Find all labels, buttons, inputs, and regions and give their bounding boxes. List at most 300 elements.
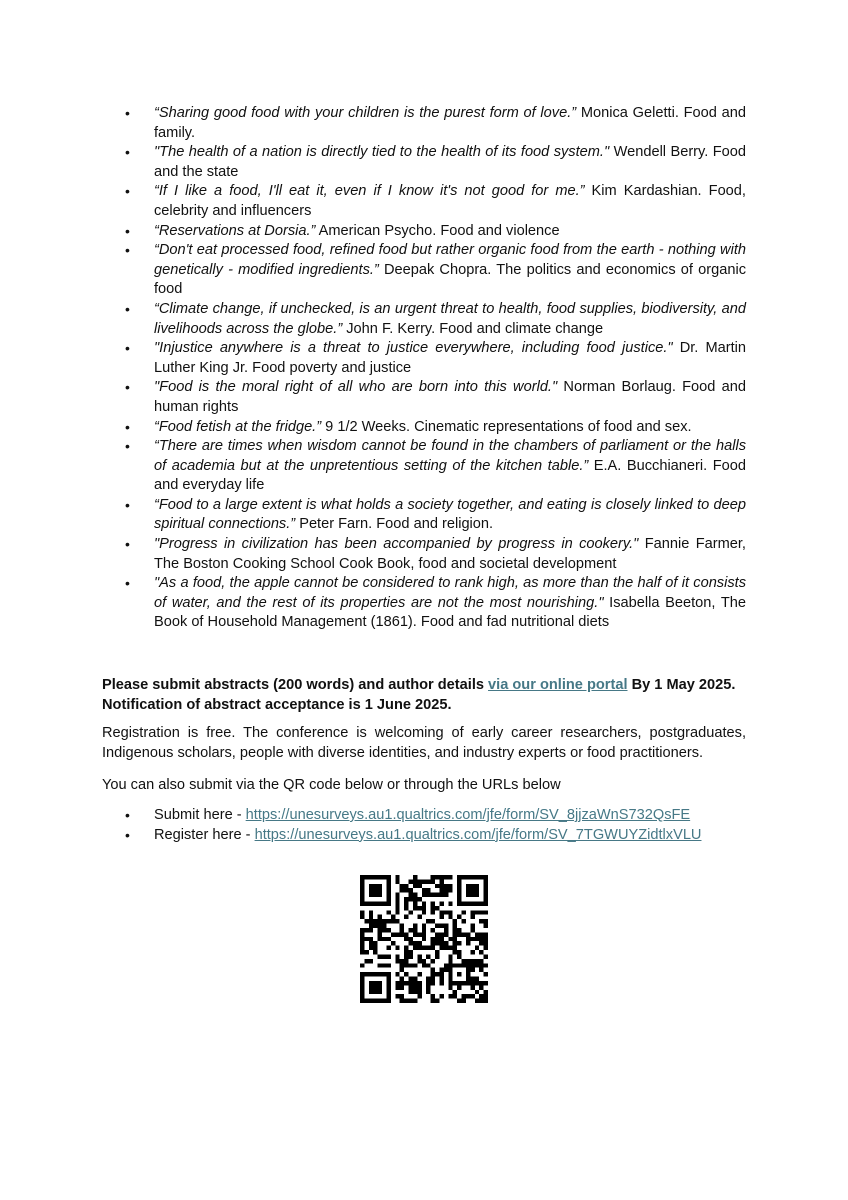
- qr-module: [466, 893, 470, 897]
- qr-module: [435, 932, 439, 936]
- qr-module: [413, 963, 417, 967]
- qr-module: [360, 963, 364, 967]
- online-portal-link[interactable]: via our online portal: [488, 677, 628, 693]
- qr-module: [386, 994, 390, 998]
- qr-module: [479, 959, 483, 963]
- qr-module: [373, 919, 377, 923]
- qr-module: [431, 946, 435, 950]
- qr-module: [378, 928, 382, 932]
- bullet-icon: •: [125, 536, 130, 553]
- qr-module: [391, 919, 395, 923]
- qr-code-icon[interactable]: [360, 875, 488, 1003]
- qr-module: [417, 954, 421, 958]
- qr-module: [413, 924, 417, 928]
- qr-module: [369, 985, 373, 989]
- qr-module: [400, 977, 404, 981]
- qr-module: [439, 884, 443, 888]
- qr-module: [386, 999, 390, 1003]
- qr-module: [466, 937, 470, 941]
- qr-module: [448, 915, 452, 919]
- bullet-icon: •: [125, 807, 130, 823]
- qr-module: [453, 950, 457, 954]
- qr-module: [400, 932, 404, 936]
- qr-module: [439, 910, 443, 914]
- qr-module: [404, 897, 408, 901]
- qr-module: [431, 875, 435, 879]
- quote-text: “Sharing good food with your children is the purest form of love.”: [154, 105, 577, 121]
- list-item: [102, 339, 746, 378]
- qr-module: [453, 946, 457, 950]
- qr-module: [453, 937, 457, 941]
- bullet-icon: •: [125, 105, 130, 121]
- qr-module: [479, 932, 483, 936]
- qr-module: [466, 981, 470, 985]
- qr-module: [457, 985, 461, 989]
- qr-module: [404, 884, 408, 888]
- qr-module: [369, 972, 373, 976]
- qr-module: [444, 968, 448, 972]
- bullet-icon: •: [125, 183, 130, 200]
- qr-module: [479, 968, 483, 972]
- qr-module: [466, 875, 470, 879]
- qr-module: [404, 950, 408, 954]
- quote-text: “Don't eat processed food, refined food but rather organic food from the earth - nothing with genetically - modified ingredients.”: [154, 242, 746, 278]
- quote-source: Dr. Martin Luther King Jr. Food poverty and justice: [154, 340, 746, 376]
- qr-module: [475, 990, 479, 994]
- bullet-icon: •: [125, 379, 130, 396]
- qr-module: [426, 981, 430, 985]
- qr-module: [360, 950, 364, 954]
- qr-module: [475, 932, 479, 936]
- qr-module: [470, 981, 474, 985]
- qr-module: [462, 959, 466, 963]
- qr-module: [453, 994, 457, 998]
- quote-source: Fannie Farmer, The Boston Cooking School Cook Book, food and societal development: [154, 536, 746, 572]
- bullet-icon: •: [125, 144, 130, 161]
- qr-module: [409, 937, 413, 941]
- qr-module: [470, 901, 474, 905]
- quote-source: Peter Farn. Food and religion.: [295, 516, 494, 533]
- qr-module: [386, 977, 390, 981]
- qr-module: [462, 919, 466, 923]
- qr-module: [360, 999, 364, 1003]
- qr-module: [404, 915, 408, 919]
- qr-module: [413, 932, 417, 936]
- qr-module: [413, 928, 417, 932]
- quote-source: 9 1/2 Weeks. Cinematic representations of food and sex.: [321, 418, 692, 435]
- qr-module: [391, 915, 395, 919]
- qr-module: [395, 946, 399, 950]
- qr-module: [470, 963, 474, 967]
- qr-module: [391, 932, 395, 936]
- qr-module: [426, 990, 430, 994]
- qr-module: [409, 941, 413, 945]
- qr-module: [466, 994, 470, 998]
- qr-module: [369, 990, 373, 994]
- qr-module: [373, 941, 377, 945]
- qr-module: [400, 981, 404, 985]
- qr-module: [413, 893, 417, 897]
- qr-module: [470, 959, 474, 963]
- qr-module: [413, 879, 417, 883]
- qr-module: [475, 937, 479, 941]
- qr-module: [417, 884, 421, 888]
- qr-module: [369, 981, 373, 985]
- qr-module: [453, 924, 457, 928]
- qr-module: [484, 990, 488, 994]
- list-item: [102, 826, 746, 846]
- qr-module: [431, 910, 435, 914]
- qr-module: [431, 968, 435, 972]
- qr-module: [373, 972, 377, 976]
- qr-module: [400, 968, 404, 972]
- qr-module: [462, 981, 466, 985]
- qr-module: [470, 928, 474, 932]
- list-item: [102, 418, 746, 438]
- qr-module: [378, 990, 382, 994]
- qr-module: [484, 924, 488, 928]
- qr-module: [364, 919, 368, 923]
- list-item: [102, 378, 746, 417]
- qr-module: [369, 941, 373, 945]
- quote-source: Kim Kardashian. Food, celebrity and influencers: [154, 183, 746, 219]
- qr-module: [413, 897, 417, 901]
- qr-module: [360, 893, 364, 897]
- quote-source: Isabella Beeton, The Book of Household Management (1861). Food and fad nutritional diets: [154, 594, 746, 631]
- qr-module: [369, 919, 373, 923]
- qr-module: [479, 999, 483, 1003]
- qr-module: [431, 941, 435, 945]
- notice-text-end: By 1 May 2025. Notification of abstract acceptance is 1 June 2025.: [102, 677, 736, 713]
- qr-module: [426, 946, 430, 950]
- qr-module: [439, 941, 443, 945]
- qr-module: [435, 924, 439, 928]
- qr-module: [453, 928, 457, 932]
- qr-module: [386, 990, 390, 994]
- qr-module: [364, 972, 368, 976]
- qr-module: [386, 901, 390, 905]
- qr-module: [382, 999, 386, 1003]
- qr-module: [439, 946, 443, 950]
- qr-module: [453, 919, 457, 923]
- qr-module: [386, 981, 390, 985]
- qr-module: [431, 999, 435, 1003]
- qr-module: [369, 946, 373, 950]
- qr-module: [426, 893, 430, 897]
- quote-text: “Climate change, if unchecked, is an urgent threat to health, food supplies, biodiversity, and livelihoods across the globe.”: [154, 300, 746, 337]
- qr-module: [470, 977, 474, 981]
- qr-module: [431, 981, 435, 985]
- qr-module: [360, 928, 364, 932]
- qr-module: [484, 919, 488, 923]
- qr-module: [422, 932, 426, 936]
- qr-module: [417, 915, 421, 919]
- qr-module: [484, 994, 488, 998]
- qr-module: [378, 985, 382, 989]
- quote-source: American Psycho. Food and violence: [315, 222, 560, 239]
- qr-module: [364, 875, 368, 879]
- qr-module: [373, 981, 377, 985]
- qr-module: [382, 972, 386, 976]
- qr-module: [475, 884, 479, 888]
- qr-module: [484, 888, 488, 892]
- qr-module: [448, 954, 452, 958]
- qr-module: [479, 963, 483, 967]
- submit-url-link[interactable]: https://unesurveys.au1.qualtrics.com/jfe/form/SV_8jjzaWnS732QsFE: [245, 807, 691, 823]
- qr-module: [466, 941, 470, 945]
- qr-module: [439, 893, 443, 897]
- qr-module: [409, 893, 413, 897]
- qr-module: [435, 937, 439, 941]
- qr-module: [360, 888, 364, 892]
- qr-module: [479, 981, 483, 985]
- qr-module: [484, 884, 488, 888]
- qr-module: [484, 875, 488, 879]
- qr-module: [422, 963, 426, 967]
- qr-module: [466, 932, 470, 936]
- qr-module: [431, 959, 435, 963]
- qr-module: [484, 946, 488, 950]
- qr-module: [404, 959, 408, 963]
- qr-module: [386, 888, 390, 892]
- qr-module: [431, 893, 435, 897]
- qr-module: [426, 954, 430, 958]
- bullet-icon: •: [125, 496, 130, 513]
- qr-module: [404, 932, 408, 936]
- bullet-icon: •: [125, 438, 130, 455]
- qr-module: [417, 985, 421, 989]
- qr-module: [466, 963, 470, 967]
- qr-module: [448, 981, 452, 985]
- qr-module: [395, 994, 399, 998]
- qr-module: [369, 893, 373, 897]
- qr-module: [413, 941, 417, 945]
- qr-module: [457, 941, 461, 945]
- qr-module: [360, 897, 364, 901]
- qr-module: [470, 884, 474, 888]
- qr-module: [382, 928, 386, 932]
- qr-module: [453, 963, 457, 967]
- qr-module: [395, 919, 399, 923]
- qr-module: [360, 977, 364, 981]
- qr-module: [479, 950, 483, 954]
- qr-module: [457, 963, 461, 967]
- qr-module: [457, 893, 461, 897]
- qr-module: [404, 999, 408, 1003]
- qr-module: [422, 928, 426, 932]
- qr-module: [439, 977, 443, 981]
- qr-module: [439, 968, 443, 972]
- bullet-icon: •: [125, 418, 130, 435]
- list-item: [102, 574, 746, 633]
- qr-module: [404, 937, 408, 941]
- qr-module: [395, 959, 399, 963]
- quote-source: Norman Borlaug. Food and human rights: [154, 379, 746, 415]
- quote-source: Wendell Berry. Food and the state: [154, 144, 746, 180]
- qr-module: [386, 954, 390, 958]
- qr-module: [462, 910, 466, 914]
- qr-module: [479, 910, 483, 914]
- qr-module: [435, 950, 439, 954]
- qr-module: [466, 972, 470, 976]
- quote-text: "The health of a nation is directly tied to the health of its food system.": [154, 144, 610, 161]
- qr-module: [479, 994, 483, 998]
- qr-module: [426, 888, 430, 892]
- qr-module: [360, 932, 364, 936]
- qr-module: [364, 937, 368, 941]
- qr-module: [422, 901, 426, 905]
- qr-module: [378, 888, 382, 892]
- qr-module: [470, 888, 474, 892]
- qr-module: [373, 901, 377, 905]
- qr-module: [457, 897, 461, 901]
- qr-module: [475, 981, 479, 985]
- register-label: Register here -: [154, 826, 255, 843]
- qr-module: [400, 994, 404, 998]
- qr-module: [426, 879, 430, 883]
- quote-source: Deepak Chopra. The politics and economics of organic food: [154, 261, 746, 298]
- qr-module: [409, 879, 413, 883]
- bullet-icon: •: [125, 242, 130, 259]
- qr-module: [422, 946, 426, 950]
- quote-source: John F. Kerry. Food and climate change: [342, 320, 604, 337]
- qr-module: [382, 924, 386, 928]
- qr-module: [395, 906, 399, 910]
- qr-module: [439, 932, 443, 936]
- qr-module: [360, 910, 364, 914]
- qr-module: [448, 985, 452, 989]
- list-item: [102, 241, 746, 300]
- qr-module: [417, 897, 421, 901]
- qr-module: [431, 977, 435, 981]
- quote-text: “Food fetish at the fridge.”: [154, 418, 322, 435]
- qr-module: [453, 981, 457, 985]
- quote-source: E.A. Bucchianeri. Food and everyday life: [154, 457, 746, 494]
- qr-module: [404, 981, 408, 985]
- qr-module: [435, 906, 439, 910]
- qr-module: [417, 972, 421, 976]
- qr-module: [378, 875, 382, 879]
- qr-module: [439, 924, 443, 928]
- list-item: [102, 143, 746, 182]
- qr-module: [404, 963, 408, 967]
- qr-module: [386, 928, 390, 932]
- qr-module: [378, 981, 382, 985]
- qr-module: [360, 937, 364, 941]
- qr-module: [457, 888, 461, 892]
- qr-module: [400, 999, 404, 1003]
- qr-module: [448, 977, 452, 981]
- qr-module: [444, 932, 448, 936]
- qr-module: [484, 954, 488, 958]
- qr-module: [378, 901, 382, 905]
- qr-module: [444, 888, 448, 892]
- qr-module: [417, 946, 421, 950]
- bullet-icon: •: [125, 222, 130, 239]
- bullet-icon: •: [125, 575, 130, 592]
- register-url-link[interactable]: https://unesurveys.au1.qualtrics.com/jfe/form/SV_7TGWUYZidtlxVLU: [254, 826, 702, 843]
- quote-text: “If I like a food, I'll eat it, even if I know it's not good for me.”: [154, 183, 585, 200]
- qr-module: [435, 875, 439, 879]
- qr-module: [431, 928, 435, 932]
- qr-module: [364, 901, 368, 905]
- qr-module: [360, 875, 364, 879]
- qr-module: [448, 968, 452, 972]
- qr-module: [369, 901, 373, 905]
- qr-module: [409, 963, 413, 967]
- list-item: [102, 496, 746, 535]
- qr-module: [400, 928, 404, 932]
- qr-module: [475, 888, 479, 892]
- qr-module: [369, 910, 373, 914]
- qr-module: [404, 906, 408, 910]
- qr-module: [439, 937, 443, 941]
- qr-module: [360, 994, 364, 998]
- bullet-icon: •: [125, 300, 130, 317]
- qr-module: [448, 901, 452, 905]
- qr-module: [413, 875, 417, 879]
- qr-module: [404, 888, 408, 892]
- qr-module: [448, 875, 452, 879]
- qr-module: [466, 968, 470, 972]
- qr-module: [439, 875, 443, 879]
- qr-module: [426, 919, 430, 923]
- qr-module: [484, 901, 488, 905]
- qr-module: [409, 928, 413, 932]
- qr-module: [453, 941, 457, 945]
- qr-module: [484, 972, 488, 976]
- qr-module: [448, 937, 452, 941]
- qr-module: [457, 950, 461, 954]
- qr-module: [479, 985, 483, 989]
- qr-module: [373, 985, 377, 989]
- qr-module: [360, 941, 364, 945]
- qr-module: [378, 884, 382, 888]
- qr-module: [404, 972, 408, 976]
- qr-module: [484, 941, 488, 945]
- qr-module: [373, 950, 377, 954]
- qr-module: [378, 893, 382, 897]
- qr-module: [395, 897, 399, 901]
- qr-module: [435, 999, 439, 1003]
- submit-label: Submit here -: [154, 807, 246, 823]
- qr-module: [413, 990, 417, 994]
- qr-module: [378, 999, 382, 1003]
- qr-module: [439, 901, 443, 905]
- qr-module: [386, 946, 390, 950]
- qr-module: [457, 932, 461, 936]
- qr-module: [373, 875, 377, 879]
- qr-module: [409, 910, 413, 914]
- qr-module: [369, 999, 373, 1003]
- qr-module: [431, 919, 435, 923]
- qr-module: [360, 972, 364, 976]
- qr-module: [470, 950, 474, 954]
- qr-module: [373, 924, 377, 928]
- qr-module: [470, 968, 474, 972]
- qr-module: [444, 941, 448, 945]
- qr-module: [378, 924, 382, 928]
- qr-module: [457, 999, 461, 1003]
- qr-module: [395, 981, 399, 985]
- qr-module: [395, 901, 399, 905]
- qr-module: [448, 910, 452, 914]
- qr-module: [391, 941, 395, 945]
- qr-module: [378, 932, 382, 936]
- qr-module: [484, 963, 488, 967]
- qr-module: [386, 937, 390, 941]
- qr-module: [404, 946, 408, 950]
